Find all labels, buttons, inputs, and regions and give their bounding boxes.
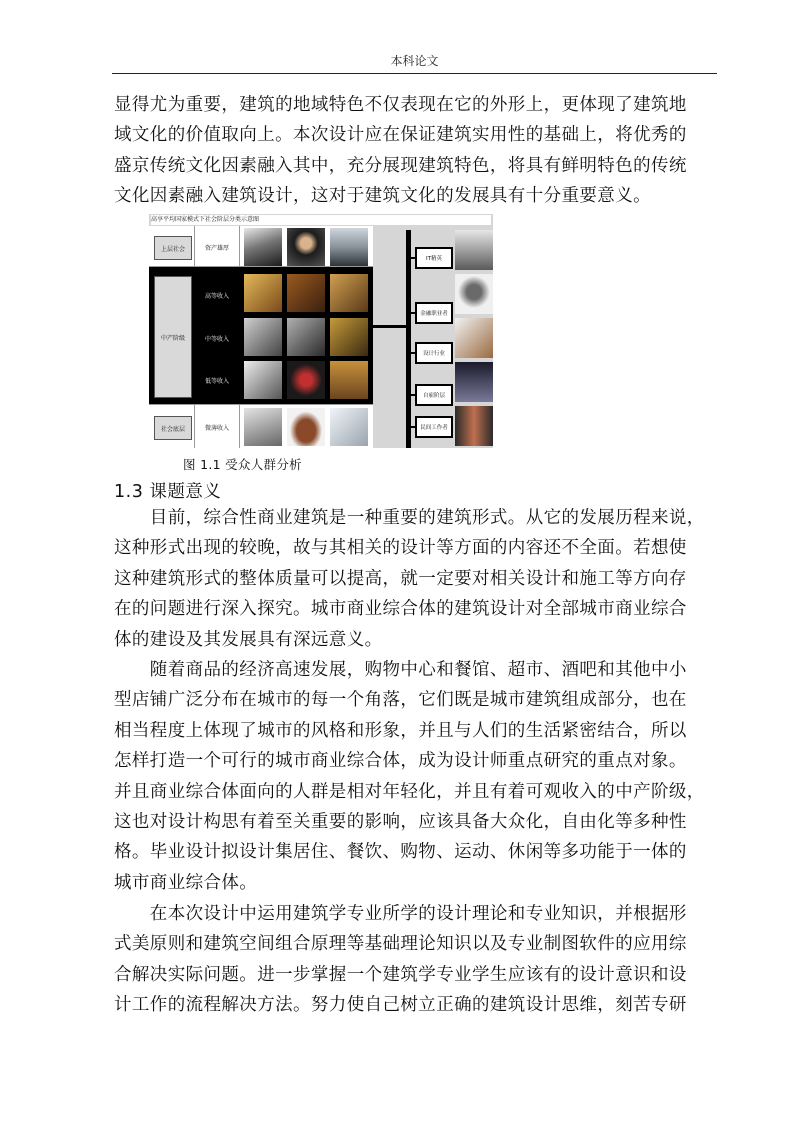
text-line: 显得尤为重要，建筑的地域特色不仅表现在它的外形上，更体现了建筑地: [114, 95, 687, 115]
text-line: 这也对设计构思有着至关重要的影响，应该具备大众化，自由化等多种性: [114, 812, 687, 833]
photo-occupation: [455, 362, 493, 402]
paragraph-1: [114, 503, 718, 655]
class-label-middle: 中产阶级: [154, 276, 192, 398]
sub-label: 中等收入: [204, 335, 229, 343]
text-line: 型店铺广泛分布在城市的每一个角落，它们既是城市建筑组成部分，也在: [114, 690, 687, 711]
sub-label: 高等收入: [204, 292, 229, 300]
connector-line: [373, 325, 408, 328]
photo-middle: [244, 318, 282, 356]
row-divider: [149, 404, 373, 405]
class-label-lower: 社会底层: [154, 416, 192, 440]
text-line: 格。毕业设计拟设计集居住、餐饮、购物、运动、休闲等多功能于一体的: [114, 842, 687, 863]
photo-middle: [330, 274, 368, 312]
figure-caption: 图 1.1 受众人群分析: [183, 457, 302, 472]
paragraph-intro: [114, 90, 718, 212]
paragraph-3: [114, 899, 718, 1021]
header-title: 本科论文: [390, 54, 439, 68]
text-line: 合解决实际问题。进一步掌握一个建筑学专业学生应该有的设计意识和设: [114, 964, 687, 985]
text-line: 这种形式出现的较晚，故与其相关的设计等方面的内容还不全面。若想使: [114, 538, 687, 559]
text-line: 目前，综合性商业建筑是一种重要的建筑形式。从它的发展历程来说，: [114, 508, 705, 528]
occupation-box: IT精英: [415, 247, 453, 269]
photo-lower: [244, 408, 282, 446]
text-line: 城市商业综合体。: [114, 872, 258, 893]
photo-middle: [287, 361, 325, 399]
text-line: 相当程度上体现了城市的风格和形象，并且与人们的生活紧密结合，所以: [114, 720, 687, 741]
photo-occupation: [455, 318, 493, 358]
text-line: 域文化的价值取向上。本次设计应在保证建筑实用性的基础上，将优秀的: [114, 125, 687, 146]
photo-car: [330, 228, 368, 266]
connector-spine: [406, 230, 411, 448]
text-line: 在本次设计中运用建筑学专业所学的设计理论和专业知识，并根据形: [114, 904, 687, 924]
figure-title: 高享平均国家模式下社会阶层分类示意图: [151, 215, 491, 225]
photo-occupation: [455, 230, 493, 270]
text-line: 随着商品的经济高速发展，购物中心和餐馆、超市、酒吧和其他中小: [114, 660, 687, 680]
photo-occupation: [455, 274, 493, 314]
class-grid: [149, 226, 373, 448]
occupation-box: 民间工作者: [415, 416, 453, 438]
photo-middle: [330, 318, 368, 356]
text-line: 盛京传统文化因素融入其中，充分展现建筑特色，将具有鲜明特色的传统: [114, 155, 687, 176]
text-line: 并且商业综合体面向的人群是相对年轻化，并且有着可观收入的中产阶级，: [114, 781, 705, 802]
photo-middle: [244, 361, 282, 399]
sub-label: 微薄收入: [204, 424, 229, 432]
photo-occupation: [455, 406, 493, 446]
occupation-box: 金融职业者: [415, 302, 453, 324]
photo-middle: [244, 274, 282, 312]
occupation-box: 设计行业: [415, 342, 453, 364]
text-line: 怎样打造一个可行的城市商业综合体，成为设计师重点研究的重点对象。: [114, 751, 687, 772]
header-rule: [112, 73, 717, 74]
text-line: 计工作的流程解决方法。努力使自己树立正确的建筑设计思维，刻苦专研: [114, 995, 687, 1016]
paragraph-2: [114, 655, 718, 898]
occupation-box: 自雇阶层: [415, 384, 453, 406]
sub-label: 低等收入: [204, 377, 229, 385]
text-line: 这种建筑形式的整体质量可以提高，就一定要对相关设计和施工等方向存: [114, 568, 687, 589]
photo-middle: [330, 361, 368, 399]
class-label-upper: 上层社会: [154, 236, 192, 260]
photo-middle: [287, 274, 325, 312]
text-line: 体的建设及其发展具有深远意义。: [114, 629, 383, 650]
text-line: 式美原则和建筑空间组合原理等基础理论知识以及专业制图软件的应用综: [114, 934, 687, 955]
text-line: 文化因素融入建筑设计，这对于建筑文化的发展具有十分重要意义。: [114, 186, 651, 207]
text-line: 在的问题进行深入探究。城市商业综合体的建筑设计对全部城市商业综合: [114, 599, 687, 620]
audience-analysis-figure: [149, 214, 493, 448]
photo-middle: [287, 318, 325, 356]
section-heading: 1.3 课题意义: [114, 482, 222, 502]
photo-shoes: [287, 408, 325, 446]
photo-woman: [287, 228, 325, 266]
sub-label: 资产雄厚: [204, 244, 229, 252]
photo-lower: [330, 408, 368, 446]
photo-businessman: [244, 228, 282, 266]
